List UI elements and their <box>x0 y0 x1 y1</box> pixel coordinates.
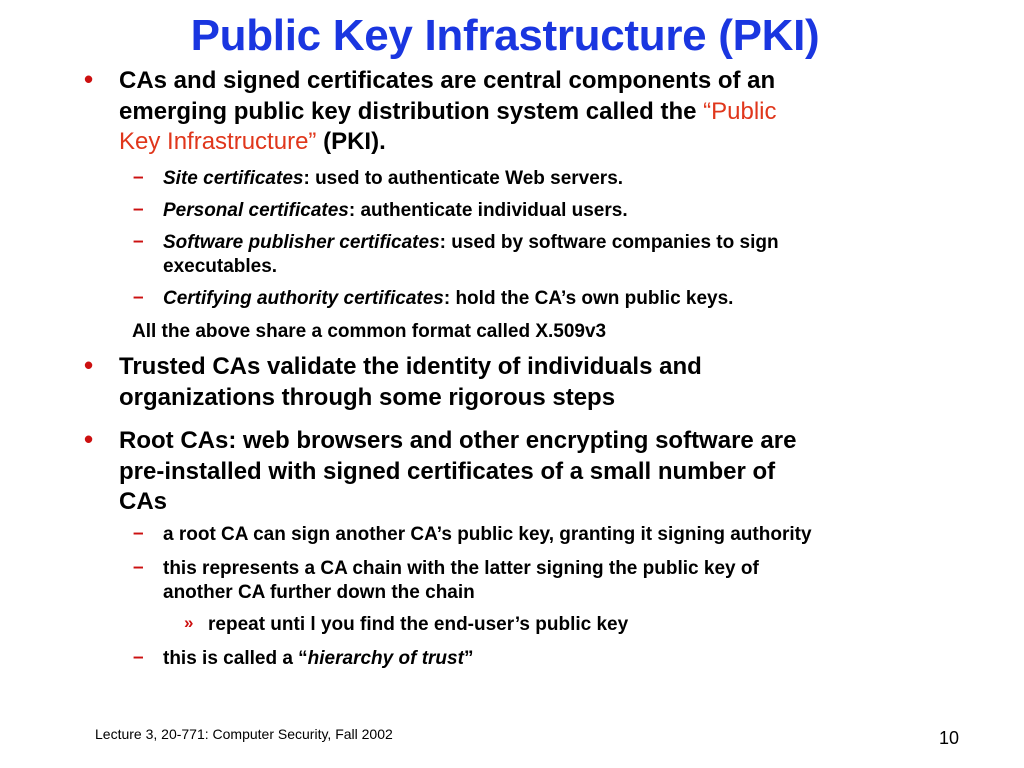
bullet-icon: • <box>84 424 94 454</box>
dash-icon: – <box>133 523 144 544</box>
sub-item-term: Certifying authority certificates <box>163 288 444 309</box>
sub-item-site-certificates <box>163 167 623 191</box>
dash-icon: – <box>133 647 144 668</box>
bullet-3-line-2: pre-installed with signed certificates of a small number of <box>119 457 776 485</box>
bullet-icon: • <box>84 64 94 94</box>
bullet-1-line-2 <box>119 97 777 128</box>
bullet-1-line-1: CAs and signed certificates are central components of an <box>119 67 776 94</box>
bullet-2-line-2: organizations through some rigorous steps <box>119 383 616 411</box>
bullet-icon: • <box>84 350 94 380</box>
bullet-1-text: emerging public key distribution system called the <box>119 97 704 125</box>
dash-icon: – <box>133 167 144 188</box>
sub-item-text: : authenticate individual users. <box>348 200 628 221</box>
sub-item-term: Software publisher certificates <box>163 232 440 253</box>
sub-item-root-ca: a root CA can sign another CA’s public key, granting it signing authority <box>163 524 812 545</box>
sub-item-text: : used to authenticate Web servers. <box>303 168 624 189</box>
sub-item-text: : hold the CA’s own public keys. <box>443 288 734 309</box>
bullet-3-line-3: CAs <box>119 488 168 515</box>
footer-text: Lecture 3, 20-771: Computer Security, Fall 2002 <box>95 726 393 742</box>
bullet-3-line-1: Root CAs: web browsers and other encrypting software are <box>119 427 797 454</box>
dash-icon: – <box>133 199 144 220</box>
pki-highlight-2: Key Infrastructure” <box>119 128 317 155</box>
bullet-1-tail: (PKI). <box>316 128 386 155</box>
sub-item-personal-certificates <box>163 199 628 223</box>
sub-item-term: Personal certificates <box>163 200 349 221</box>
page-number: 10 <box>939 728 960 748</box>
sub-item-term: Site certificates <box>163 168 304 189</box>
raquo-icon: » <box>184 613 194 632</box>
dash-icon: – <box>133 557 144 578</box>
pki-highlight-1: “Public <box>703 97 777 125</box>
dash-icon: – <box>133 287 144 308</box>
sub-sub-item-repeat: repeat unti l you find the end-user’s public key <box>208 614 629 635</box>
sub-item-continuation: executables. <box>163 256 278 277</box>
bullet-2-line-1: Trusted CAs validate the identity of individuals and <box>119 353 702 380</box>
sub-item-term: hierarchy of trust <box>307 648 464 669</box>
sub-item-text: ” <box>463 648 474 669</box>
sub-item-text: this is called a “ <box>163 648 308 669</box>
sub-item-ca-chain: this represents a CA chain with the latter signing the public key of <box>163 558 759 579</box>
slide-title: Public Key Infrastructure (PKI) <box>190 11 820 60</box>
bullet-1-line-3 <box>119 127 386 158</box>
sub-item-ca-chain-cont: another CA further down the chain <box>163 582 475 603</box>
sub-item-certifying-authority-certificates <box>163 287 733 311</box>
sub-item-text: : used by software companies to sign <box>439 232 779 253</box>
dash-icon: – <box>133 231 144 252</box>
sub-item-software-publisher-certificates <box>163 231 779 255</box>
x509-note: All the above share a common format called X.509v3 <box>132 321 607 342</box>
sub-item-hierarchy-of-trust <box>163 647 473 671</box>
